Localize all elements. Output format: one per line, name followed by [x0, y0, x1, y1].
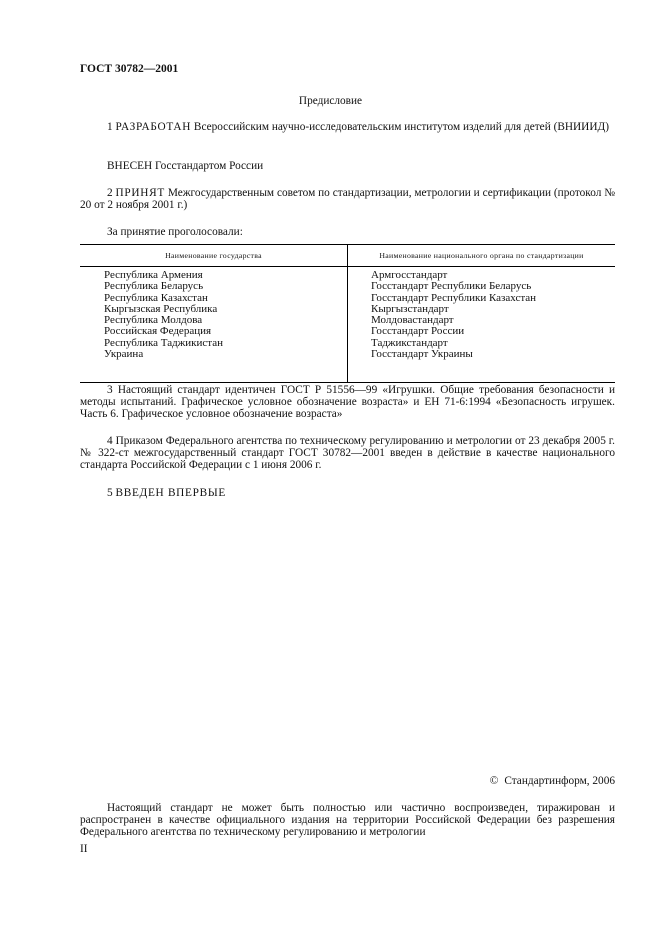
item-1-developed-by [80, 121, 615, 133]
state-name: Республика Беларусь [104, 280, 204, 293]
standards-body-name: Госстандарт Республики Казахстан [371, 291, 537, 304]
item-2-keyword: ПРИНЯТ [115, 187, 165, 199]
item-1-number: 1 [107, 121, 113, 133]
voting-table [80, 244, 615, 383]
item-1-text: Всероссийским научно-исследовательским институтом изделий для детей (ВНИИИД) [193, 121, 609, 133]
item-1-keyword: РАЗРАБОТАН [115, 121, 192, 133]
table-body-row [80, 267, 615, 383]
item-5-first-introduced [80, 487, 615, 499]
copyright-line [490, 775, 615, 787]
copyright-text: Стандартинформ, 2006 [504, 775, 615, 787]
item-5-text: ВВЕДЕН ВПЕРВЫЕ [115, 487, 227, 499]
item-2-number: 2 [107, 187, 113, 199]
standards-body-name: Госстандарт Республики Беларусь [371, 280, 532, 293]
page-title: Предисловие [298, 95, 363, 107]
state-name: Республика Казахстан [104, 291, 208, 304]
page-number: II [80, 843, 88, 855]
item-4-order: 4 Приказом Федерального агентства по техническому регулированию и метрологии от 23 декабря 2005 г. № 322-ст межгосударственный стандарт ГОСТ 30782—2001 введен в действие в качестве национального стандарта Российской Федерации с 1 июня 2006 г. [80, 435, 615, 471]
item-2-text: Межгосударственным советом по стандартизации, метрологии и сертификации (протокол № 20 от 2 ноября 2001 г.) [80, 187, 615, 211]
vote-intro: За принятие проголосовали: [107, 226, 243, 238]
table-header-row [80, 245, 615, 267]
item-1-introduced-by [80, 160, 615, 172]
item-5-number: 5 [107, 487, 113, 499]
col-header-body: Наименование национального органа по стандартизации [348, 245, 616, 267]
state-name: Российская Федерация [104, 325, 212, 338]
state-name: Украина [104, 348, 144, 361]
body-list [348, 267, 616, 383]
standards-body-name: Армгосстандарт [371, 269, 448, 281]
item-3-identity: 3 Настоящий стандарт идентичен ГОСТ Р 51556—99 «Игрушки. Общие требования безопасности и методы испытаний. Графическое условное обозначение возраста» и ЕН 71-6:1994 «Безопасность игрушек. Часть 6. Графическое условное обозначение возраста» [80, 384, 615, 420]
standards-body-name: Молдовастандарт [371, 314, 454, 327]
item-2-adopted-by [80, 187, 615, 211]
document-code: ГОСТ 30782—2001 [80, 63, 179, 75]
introduced-keyword: ВНЕСЕН [107, 160, 153, 172]
state-name: Кыргызская Республика [104, 302, 218, 315]
reproduction-notice: Настоящий стандарт не может быть полностью или частично воспроизведен, тиражирован и распространен в качестве официального издания на территории Российской Федерации без разрешения Федерального агентства по техническому регулированию и метрологии [80, 802, 615, 838]
col-header-state: Наименование государства [80, 245, 348, 267]
state-name: Республика Армения [104, 269, 203, 281]
standards-body-name: Кыргызстандарт [371, 302, 449, 315]
state-list [80, 267, 348, 383]
introduced-text: Госстандартом России [155, 160, 264, 172]
standards-body-name: Госстандарт Украины [371, 348, 473, 361]
state-name: Республика Молдова [104, 314, 203, 327]
state-name: Республика Таджикистан [104, 336, 223, 349]
copyright-symbol: © [489, 775, 499, 787]
standards-body-name: Госстандарт России [371, 325, 465, 338]
standards-body-name: Таджикстандарт [371, 336, 448, 349]
